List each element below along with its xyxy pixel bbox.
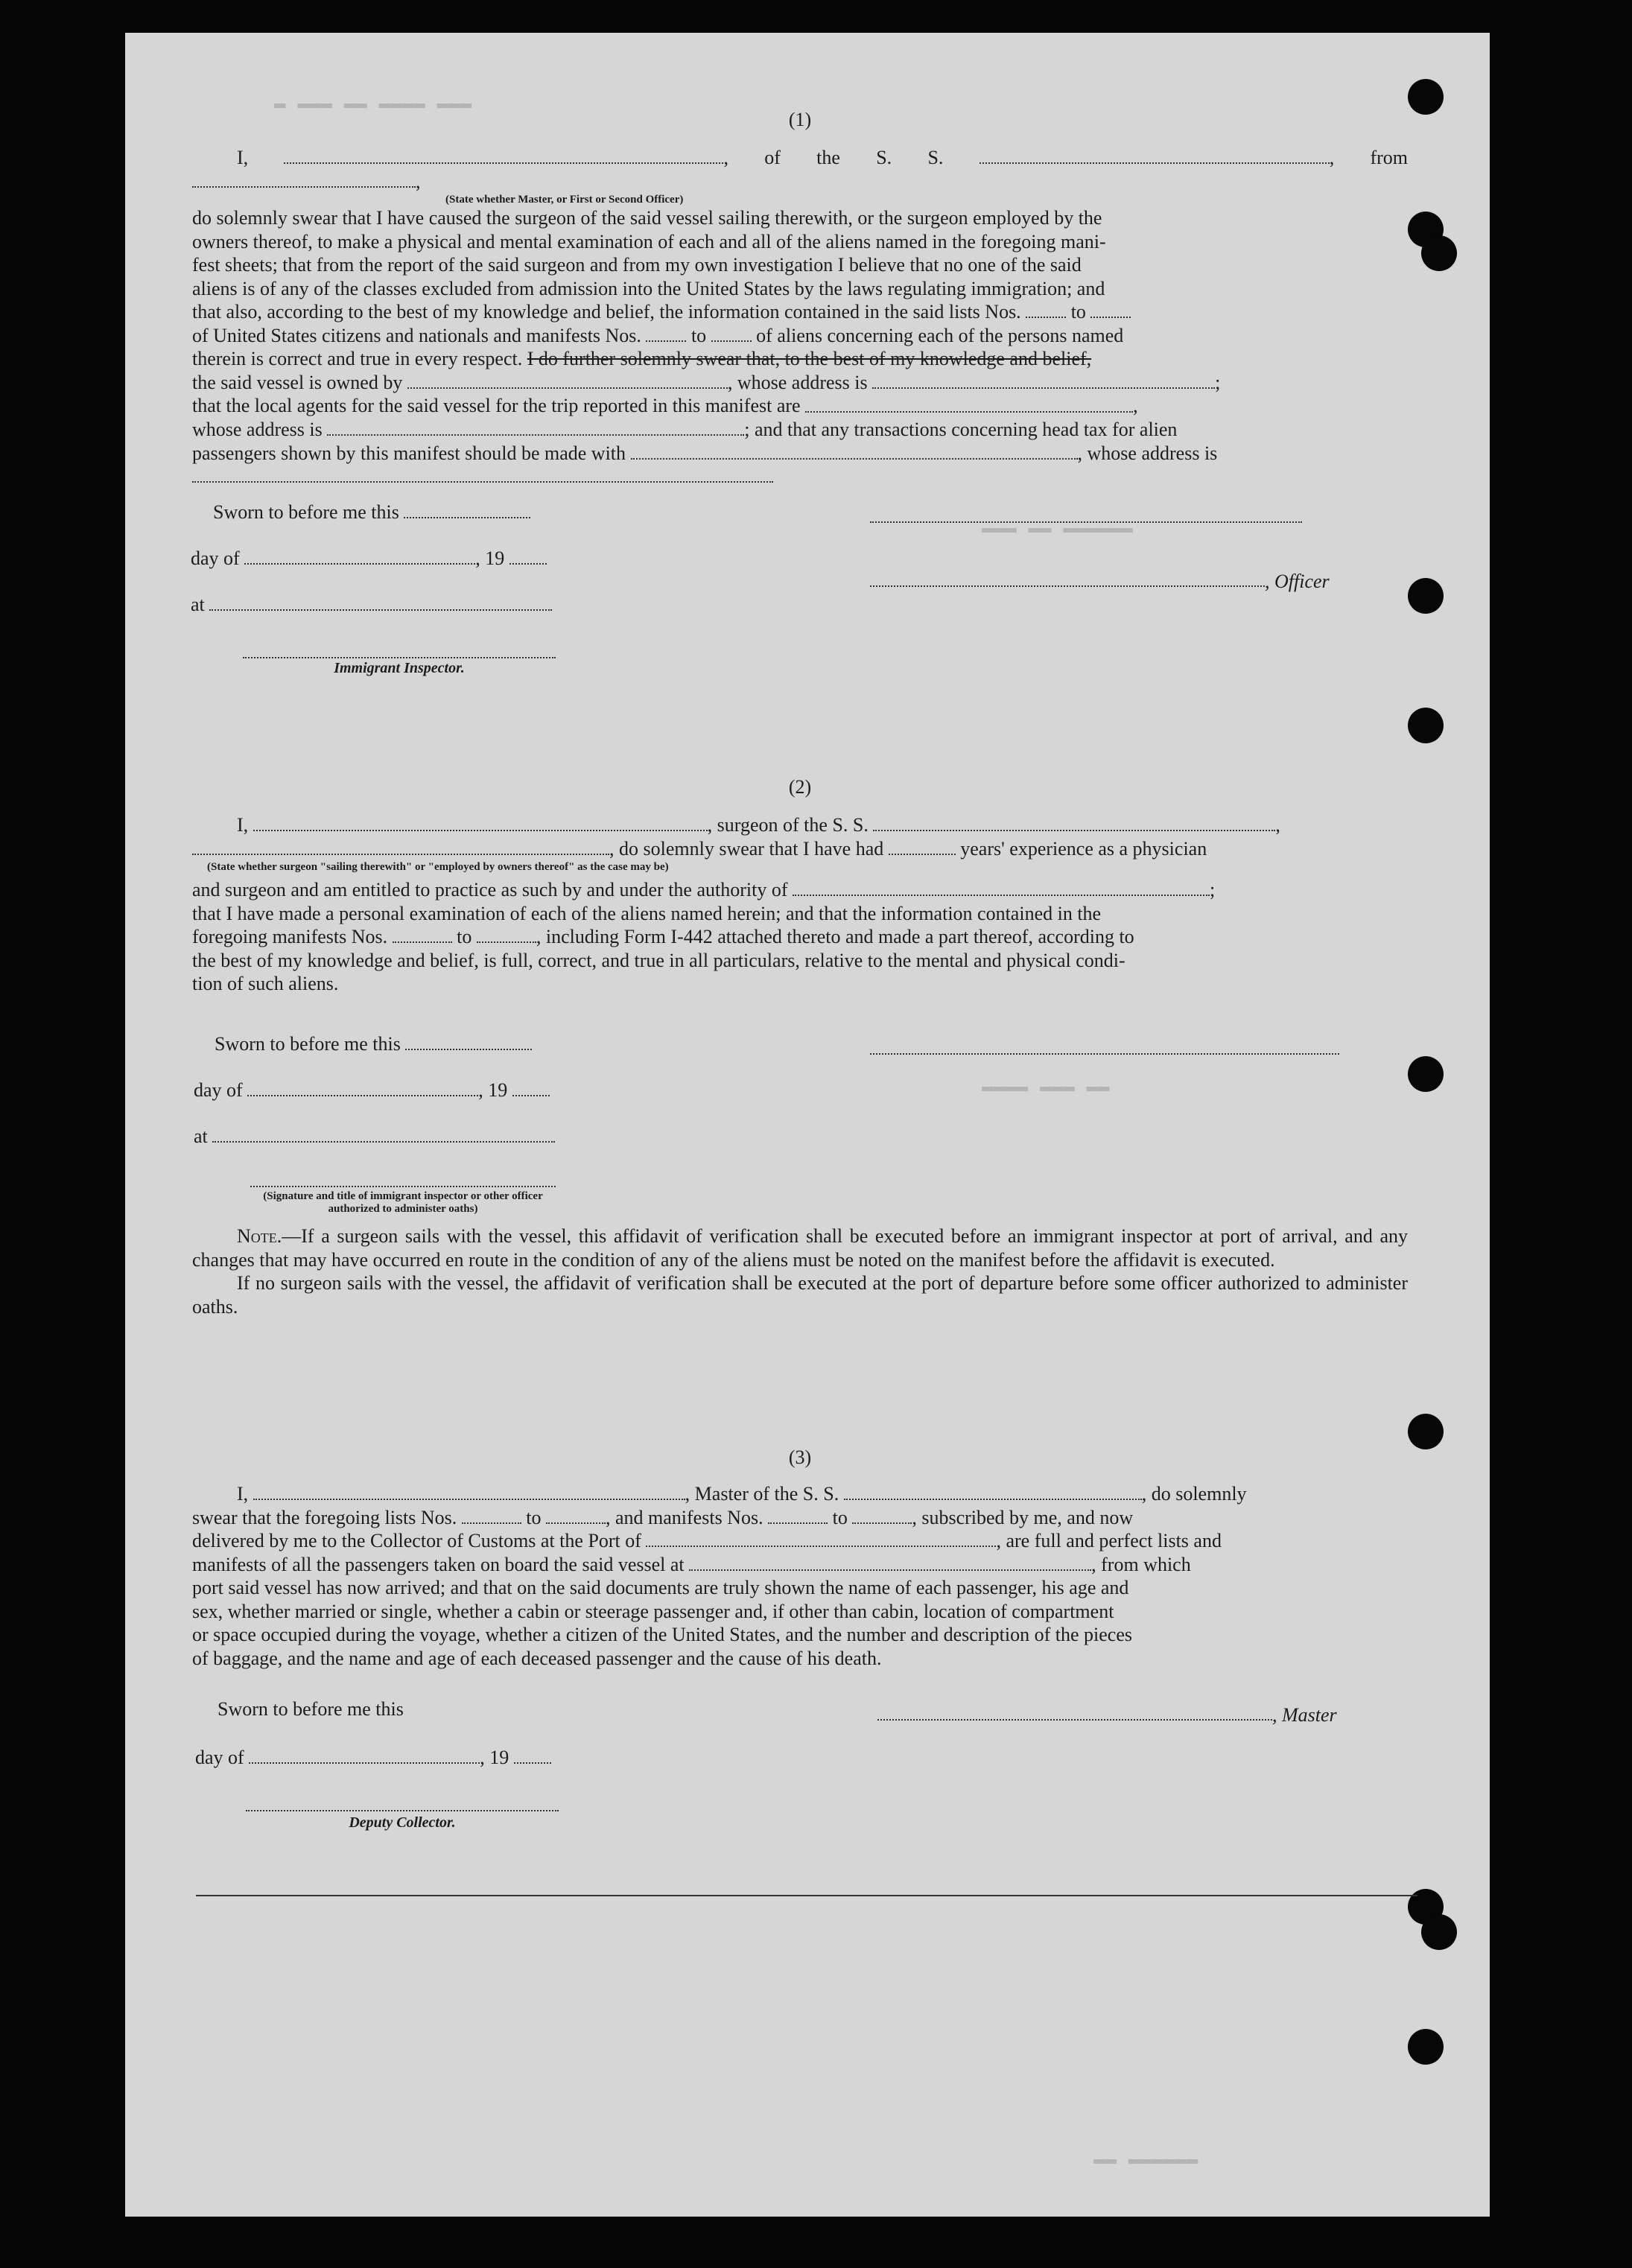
text-whose-address: , whose address is: [727, 371, 868, 393]
text-entitled: and surgeon and am entitled to practice as such by and under the authority of: [192, 879, 788, 901]
signature-line-master[interactable]: [877, 1719, 1272, 1721]
signature-line-officer[interactable]: [870, 521, 1302, 523]
text-semicolon: ;: [1210, 879, 1216, 901]
text-do-solemnly: , do solemnly swear that I have had: [609, 837, 884, 860]
blank-list-to[interactable]: [1090, 300, 1131, 318]
collector-caption: Deputy Collector.: [349, 1814, 456, 1831]
blank-head-tax-address[interactable]: [192, 465, 773, 483]
blank-port[interactable]: [646, 1529, 996, 1547]
sworn-label: Sworn to before me this: [218, 1698, 404, 1720]
text-lists: that also, according to the best of my knowledge and belief, the information contained in the said lists Nos.: [192, 301, 1026, 323]
signature-line-inspector[interactable]: [243, 657, 556, 658]
label-i: I,: [237, 1483, 249, 1505]
label-surgeon-of: , surgeon of the S. S.: [707, 814, 869, 836]
blank-list-from[interactable]: [1026, 300, 1066, 318]
punch-hole: [1408, 79, 1444, 115]
note-label: Note.: [237, 1225, 282, 1247]
sworn-label: Sworn to before me this: [215, 1033, 401, 1055]
master-caption: , Master: [1272, 1704, 1337, 1726]
text-foregoing: foregoing manifests Nos.: [192, 926, 388, 948]
bleed-through-mark: ▬▬▬▬ ▬▬▬ ▬▬: [982, 1076, 1110, 1098]
text-swear: swear that the foregoing lists Nos.: [192, 1506, 457, 1528]
affiant-line: [192, 146, 1408, 193]
blank-master-name[interactable]: [253, 1482, 685, 1500]
text-head-tax: ; and that any transactions concerning head tax for alien: [744, 419, 1178, 441]
affidavit-1: [192, 109, 1408, 489]
text-line: fest sheets; that from the report of the said surgeon and from my own investigation I believe that no one of the said: [192, 254, 1082, 276]
label-do-solemnly: , do solemnly: [1141, 1483, 1247, 1505]
blank-manifest-from[interactable]: [768, 1506, 828, 1524]
blank-sworn-day[interactable]: [405, 1032, 532, 1050]
text-therein: therein is correct and true in every respect.: [192, 348, 523, 370]
text-line-blank: [192, 465, 1408, 489]
punch-hole: [1421, 1914, 1457, 1950]
affidavit-3: [192, 1446, 1408, 1670]
affidavit-2: [192, 776, 1408, 996]
blank-year[interactable]: [509, 547, 547, 565]
label-of-ss: , of the S. S.: [723, 147, 944, 169]
blank-list-from[interactable]: [462, 1506, 521, 1524]
struck-text: I do further solemnly swear that, to the best of my knowledge and belief,: [527, 348, 1092, 370]
blank-agent-address[interactable]: [327, 418, 744, 436]
text-line: port said vessel has now arrived; and that on the said documents are truly shown the name of each passenger, his age and: [192, 1577, 1129, 1599]
year-label: , 19: [480, 1747, 509, 1769]
text-owned-by: the said vessel is owned by: [192, 371, 403, 393]
label-i: I,: [237, 814, 249, 836]
blank-manifest-to[interactable]: [711, 324, 752, 342]
text-subscribed: , subscribed by me, and now: [912, 1506, 1134, 1528]
text-including: , including Form I-442 attached thereto and made a part thereof, according to: [536, 926, 1134, 948]
blank-at-place[interactable]: [209, 593, 552, 611]
blank-manifest-to[interactable]: [852, 1506, 912, 1524]
text-line-owner: [192, 371, 1408, 395]
section-number: (3): [788, 1446, 812, 1468]
text-line: sex, whether married or single, whether a cabin or steerage passenger and, if other than cabin, location of compartment: [192, 1600, 1114, 1622]
at-row: [191, 593, 552, 616]
surgeon-line-2: [192, 837, 1408, 861]
punch-hole: [1408, 708, 1444, 743]
label-from: , from: [1329, 147, 1409, 169]
sworn-row: [218, 1698, 404, 1721]
label-to: to: [1070, 301, 1086, 323]
text-line-passengers: [192, 442, 1408, 466]
day-of-label: day of: [195, 1747, 244, 1769]
text-line: [192, 347, 1408, 371]
blank-surgeon-name[interactable]: [253, 813, 708, 831]
text-line-boarded: [192, 1553, 1408, 1577]
blank-month[interactable]: [247, 1079, 478, 1096]
label-to: to: [457, 926, 472, 948]
text-line-agent-address: [192, 418, 1408, 442]
label-to: to: [832, 1506, 848, 1528]
blank-agents[interactable]: [805, 394, 1133, 412]
label-to: to: [690, 324, 707, 346]
text-line: that I have made a personal examination of each of the aliens named herein; and that the information contained in the: [192, 902, 1102, 924]
blank-month[interactable]: [249, 1746, 480, 1764]
at-row: [194, 1125, 555, 1148]
label-comma: ,: [416, 170, 421, 192]
note-text-1: —If a surgeon sails with the vessel, this affidavit of verification shall be executed before an immigrant inspector at port of arrival, and any changes that may have occurred en route in the condition of any of the aliens must be noted on the manifest before the affidavit is executed.: [192, 1225, 1408, 1271]
sworn-row: [213, 501, 530, 524]
day-row: [194, 1079, 550, 1102]
text-line-authority: [192, 878, 1408, 902]
master-line: [192, 1482, 1408, 1506]
text-manifests: manifests of all the passengers taken on board the said vessel at: [192, 1553, 685, 1575]
text-line-agents: [192, 394, 1408, 418]
at-label: at: [194, 1125, 208, 1148]
text-whose-address-end: , whose address is: [1077, 442, 1218, 464]
bleed-through-mark: ▬▬▬ ▬▬ ▬▬▬▬▬▬: [982, 517, 1133, 539]
blank-vessel-name[interactable]: [979, 146, 1330, 164]
punch-hole: [1408, 2029, 1444, 2065]
officer-note: (State whether Master, or First or Second Officer): [445, 194, 684, 206]
form-page: [125, 33, 1490, 2217]
text-line-lists: [192, 1506, 1408, 1530]
blank-manifest-from[interactable]: [646, 324, 686, 342]
blank-years[interactable]: [889, 837, 956, 855]
officer-caption: , Officer: [1265, 571, 1330, 592]
blank-year[interactable]: [512, 1079, 550, 1096]
label-comma: ,: [1275, 814, 1280, 836]
blank-owner[interactable]: [407, 371, 728, 389]
day-row: [195, 1746, 551, 1769]
surgeon-note: (State whether surgeon "sailing therewith" or "employed by owners thereof" as the case may be): [207, 861, 669, 874]
label-master-of: , Master of the S. S.: [685, 1483, 839, 1505]
note-paragraph-1: [192, 1224, 1408, 1271]
blank-owner-address[interactable]: [872, 371, 1215, 389]
blank-vessel-name[interactable]: [844, 1482, 1142, 1500]
blank-sworn-day[interactable]: [404, 501, 530, 518]
punch-hole: [1421, 235, 1457, 271]
text-line: of baggage, and the name and age of each deceased passenger and the cause of his death.: [192, 1647, 882, 1669]
at-label: at: [191, 594, 205, 616]
blank-year[interactable]: [514, 1746, 551, 1764]
text-passengers: passengers shown by this manifest should be made with: [192, 442, 626, 464]
inspector-caption: Immigrant Inspector.: [334, 660, 465, 676]
section-number: (1): [788, 109, 812, 130]
text-line: tion of such aliens.: [192, 973, 339, 995]
text-delivered: delivered by me to the Collector of Customs at the Port of: [192, 1530, 641, 1552]
sworn-row: [215, 1032, 532, 1055]
blank-surgeon-status[interactable]: [192, 837, 609, 855]
text-years: years' experience as a physician: [960, 837, 1207, 860]
punch-hole: [1408, 578, 1444, 614]
text-and-manifests: , and manifests Nos.: [606, 1506, 763, 1528]
blank-authority[interactable]: [793, 878, 1210, 896]
blank-list-to[interactable]: [546, 1506, 606, 1524]
text-of-aliens: of aliens concerning each of the persons named: [756, 324, 1124, 346]
bleed-through-mark: ▬▬ ▬▬▬▬▬▬: [1093, 2148, 1198, 2170]
blank-boarding-port[interactable]: [689, 1553, 1091, 1571]
text-full-lists: , are full and perfect lists and: [996, 1530, 1222, 1552]
punch-hole: [1408, 1056, 1444, 1092]
year-label: , 19: [478, 1079, 508, 1102]
text-semicolon: ;: [1215, 371, 1221, 393]
note-text-2: If no surgeon sails with the vessel, the affidavit of verification shall be executed at the port of departure before some officer authorized to administer oaths.: [192, 1272, 1408, 1318]
section-number: (2): [788, 776, 812, 798]
text-local-agents: that the local agents for the said vessel for the trip reported in this manifest are: [192, 395, 801, 417]
blank-head-tax-party[interactable]: [631, 442, 1078, 460]
text-comma: ,: [1133, 395, 1138, 417]
signature-line-collector[interactable]: [246, 1810, 559, 1811]
punch-hole: [1408, 1414, 1444, 1449]
surgeon-line: [192, 813, 1408, 837]
blank-officer-name[interactable]: [284, 146, 723, 164]
day-of-label: day of: [191, 547, 240, 570]
bottom-rule: [196, 1895, 1417, 1896]
blank-month[interactable]: [244, 547, 475, 565]
signature-line-surgeon[interactable]: [870, 1053, 1339, 1055]
text-line: or space occupied during the voyage, whether a citizen of the United States, and the number and description of the pieces: [192, 1624, 1133, 1646]
text-line: the best of my knowledge and belief, is full, correct, and true in all particulars, relative to the mental and physical condi-: [192, 949, 1125, 971]
text-line-lists: [192, 300, 1408, 324]
label-i: I,: [237, 147, 249, 169]
text-from-which: , from which: [1091, 1553, 1191, 1575]
note-paragraph-2: [192, 1271, 1408, 1318]
day-row: [191, 547, 547, 570]
text-line: aliens is of any of the classes excluded from admission into the United States by the laws regulating immigration; and: [192, 277, 1105, 299]
blank-port-from[interactable]: [192, 170, 416, 188]
note-block: [192, 1224, 1408, 1318]
signature-line-inspector[interactable]: [250, 1186, 556, 1187]
blank-manifest-to[interactable]: [477, 925, 536, 943]
text-citizens: of United States citizens and nationals and manifests Nos.: [192, 324, 647, 346]
blank-manifest-from[interactable]: [393, 925, 452, 943]
blank-at-place[interactable]: [212, 1125, 555, 1143]
text-line-manifests: [192, 925, 1408, 949]
text-line-port: [192, 1529, 1408, 1553]
text-line-manifests: [192, 324, 1408, 348]
signature-line-officer-title[interactable]: [870, 585, 1265, 587]
year-label: , 19: [475, 547, 505, 570]
sworn-label: Sworn to before me this: [213, 501, 399, 524]
signature-caption: (Signature and title of immigrant inspector or other officer authorized to administer oaths): [263, 1190, 543, 1215]
text-line: owners thereof, to make a physical and mental examination of each and all of the aliens named in the foregoing mani-: [192, 230, 1106, 252]
text-line: do solemnly swear that I have caused the surgeon of the said vessel sailing therewith, or the surgeon employed by the: [192, 207, 1102, 229]
bleed-through-mark: ▬ ▬▬▬ ▬▬ ▬▬▬▬ ▬▬▬: [274, 92, 472, 115]
day-of-label: day of: [194, 1079, 243, 1102]
text-whose-address-is: whose address is: [192, 419, 323, 441]
blank-vessel-name[interactable]: [873, 813, 1275, 831]
label-to: to: [526, 1506, 542, 1528]
